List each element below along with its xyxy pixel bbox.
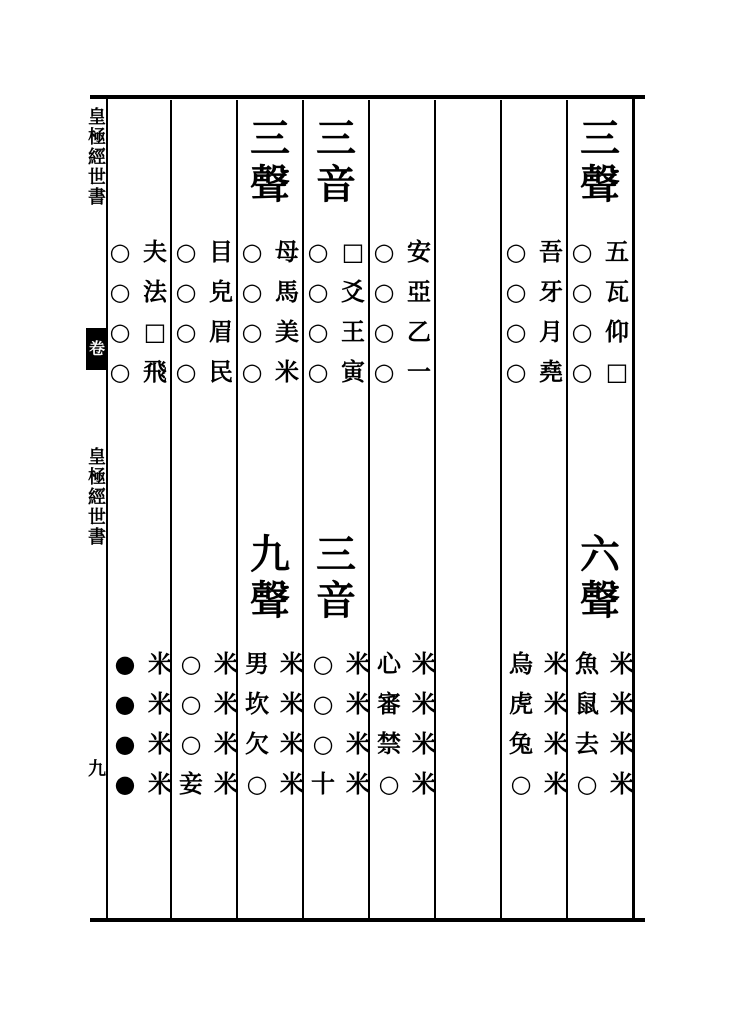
table-cell: ○ 米: [510, 769, 568, 798]
table-cell: ● 米: [114, 649, 172, 678]
column-heading-top: 三聲: [250, 115, 290, 208]
table-cell: ○ □: [109, 317, 167, 346]
table-cell: ○ 米: [246, 769, 304, 798]
table-cell: ○ 目: [175, 237, 233, 266]
table-cell: ○ 爻: [307, 277, 365, 306]
table-cell: ○ 堯: [505, 357, 563, 386]
table-cell: ○ 美: [241, 317, 299, 346]
table-cell: 坎 米: [245, 689, 304, 718]
table-cell: ○ 寅: [307, 357, 365, 386]
table-cell: ○ 米: [241, 357, 299, 386]
margin-book-title: 皇極經世書: [88, 447, 106, 548]
table-cell: ○ 米: [312, 729, 370, 758]
table-cell: ○ 安: [373, 237, 431, 266]
table-cell: 欠 米: [245, 729, 304, 758]
column-heading-bottom: 九聲: [250, 531, 290, 624]
table-cell: ○ 米: [312, 689, 370, 718]
table-cell: ○ 仰: [571, 317, 629, 346]
table-cell: 妾 米: [179, 769, 238, 798]
table-cell: ○ 米: [180, 729, 238, 758]
margin-top-title: 皇極經世書: [88, 107, 106, 208]
table-cell: 男 米: [245, 649, 304, 678]
table-cell: ○ 眉: [175, 317, 233, 346]
table-cell: ○ 夫: [109, 237, 167, 266]
table-cell: ○ 亞: [373, 277, 431, 306]
table-cell: ○ □: [571, 357, 629, 386]
table-cell: 審 米: [377, 689, 436, 718]
table-cell: ○ 米: [576, 769, 634, 798]
table-cell: 虎 米: [509, 689, 568, 718]
table-cell: ○ 米: [180, 689, 238, 718]
table-cell: 去 米: [575, 729, 634, 758]
column-heading-top: 三聲: [580, 115, 620, 208]
table-cell: 十 米: [311, 769, 370, 798]
column-heading-top: 三音: [316, 115, 356, 208]
table-cell: 魚 米: [575, 649, 634, 678]
table-cell: 禁 米: [377, 729, 436, 758]
table-cell: 鼠 米: [575, 689, 634, 718]
column-divider: [500, 100, 502, 918]
table-cell: 兔 米: [509, 729, 568, 758]
table-cell: ○ 王: [307, 317, 365, 346]
table-cell: 心 米: [377, 649, 436, 678]
table-cell: ○ 米: [312, 649, 370, 678]
table-cell: ○ 瓦: [571, 277, 629, 306]
table-cell: ○ 月: [505, 317, 563, 346]
margin-chapter-marker: 卷: [86, 328, 108, 370]
column-heading-bottom: 三音: [316, 531, 356, 624]
table-cell: ○ 飛: [109, 357, 167, 386]
table-cell: ○ 皃: [175, 277, 233, 306]
table-cell: ○ 五: [571, 237, 629, 266]
table-cell: ○ 母: [241, 237, 299, 266]
table-cell: ○ 吾: [505, 237, 563, 266]
column-heading-bottom: 六聲: [580, 531, 620, 624]
table-cell: ○ 民: [175, 357, 233, 386]
top-border: [90, 95, 645, 99]
table-cell: ○ 米: [180, 649, 238, 678]
table-cell: ○ 法: [109, 277, 167, 306]
table-cell: ○ 牙: [505, 277, 563, 306]
margin-page-number: 九: [88, 759, 106, 780]
table-cell: ○ 馬: [241, 277, 299, 306]
table-cell: ● 米: [114, 689, 172, 718]
bottom-border: [90, 918, 645, 922]
table-cell: 烏 米: [509, 649, 568, 678]
table-cell: ○ 乙: [373, 317, 431, 346]
table-cell: ● 米: [114, 769, 172, 798]
table-cell: ○ 一: [373, 357, 431, 386]
table-cell: ○ □: [307, 237, 365, 266]
table-cell: ○ 米: [378, 769, 436, 798]
table-cell: ● 米: [114, 729, 172, 758]
